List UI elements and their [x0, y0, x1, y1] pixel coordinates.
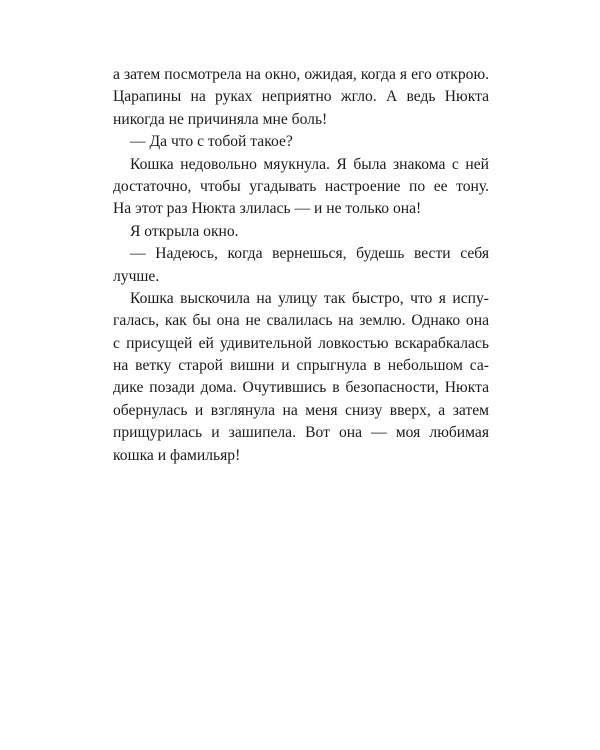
text-line: Царапины на руках неприятно жгло. А ведь Нюкта	[113, 88, 489, 106]
dialogue-line: — Да что с тобой такое?	[130, 133, 293, 151]
text-line: обернулась и взглянула на меня снизу вверх, а затем	[113, 401, 489, 419]
text-line: прищурилась и зашипела. Вот она — моя любимая	[113, 424, 489, 442]
paragraph-start-line: Кошка выскочила на улицу так быстро, что я испу-	[130, 289, 489, 307]
paragraph-start-line: Кошка недовольно мяукнула. Я была знакома с ней	[130, 155, 489, 173]
text-line: на ветку старой вишни и спрыгнула в небольшом са-	[113, 357, 489, 375]
text-line: кошка и фамильяр!	[113, 446, 241, 464]
text-line: с присущей ей удивительной ловкостью вскарабкалась	[113, 334, 489, 352]
paragraph-start-line: Я открыла окно.	[130, 222, 239, 240]
text-line: дике позади дома. Очутившись в безопасности, Нюкта	[113, 379, 489, 397]
text-line: лучше.	[113, 267, 160, 285]
text-line: никогда не причиняла мне боль!	[113, 110, 328, 128]
text-line: галась, как бы она не свалилась на землю. Однако она	[113, 312, 489, 330]
body-text	[113, 64, 489, 467]
text-line: достаточно, чтобы угадывать настроение по ее тону.	[113, 177, 489, 195]
dialogue-line: — Надеюсь, когда вернешься, будешь вести себя	[130, 245, 489, 263]
text-line: а затем посмотрела на окно, ожидая, когда я его открою.	[113, 66, 489, 83]
text-line: На этот раз Нюкта злилась — и не только она!	[113, 200, 422, 218]
